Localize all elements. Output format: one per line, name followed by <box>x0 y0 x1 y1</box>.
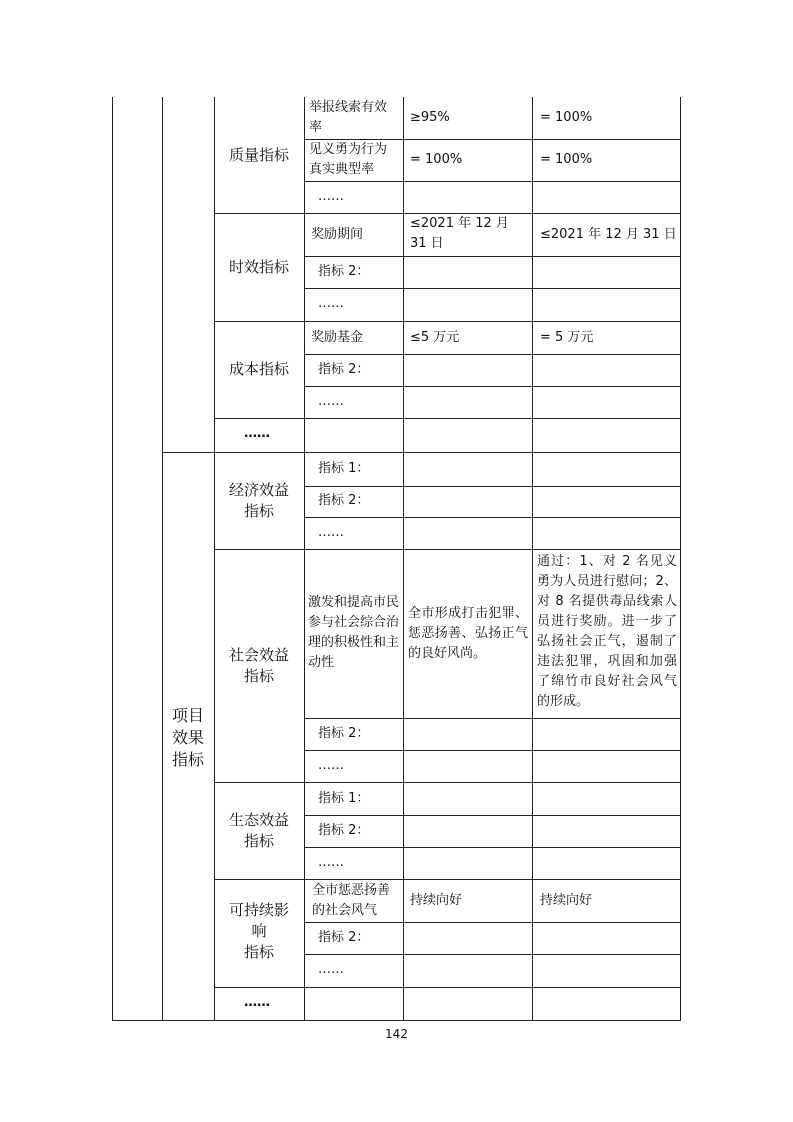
indicator-name: 指标 2： <box>318 726 370 741</box>
indicator-name: 指标 2： <box>318 362 370 377</box>
target-value: 全市形成打击犯罪、惩恶扬善、弘扬正气的良好风尚。 <box>408 606 528 661</box>
indicator-name: 指标 2： <box>318 823 370 838</box>
indicator-name: 见义勇为行为真实典型率 <box>309 142 388 177</box>
table-border <box>304 718 680 719</box>
table-border <box>304 181 680 182</box>
target-value: ≥95% <box>410 110 450 125</box>
indicator-name: 奖励基金 <box>311 330 364 345</box>
indicator-name: …… <box>318 525 344 540</box>
indicator-name: 奖励期间 <box>311 227 364 242</box>
indicator-name: …… <box>318 189 344 204</box>
target-value: ≤5 万元 <box>410 330 460 345</box>
category-economic: 经济效益 指标 <box>228 481 289 520</box>
indicator-name: …… <box>318 855 344 870</box>
table-border <box>214 97 215 1021</box>
indicator-name: …… <box>318 296 344 311</box>
indicator-name: 全市惩恶扬善的社会风气 <box>312 883 391 918</box>
more-rows-ellipsis: …… <box>244 426 270 441</box>
table-border <box>304 486 680 487</box>
table-border <box>162 97 163 1021</box>
indicator-name: …… <box>318 962 344 977</box>
category-quality: 质量指标 <box>228 146 289 164</box>
table-border <box>214 418 680 419</box>
indicator-name: 激发和提高市民参与社会综合治理的积极性和主动性 <box>308 595 400 670</box>
target-value: = 100% <box>410 152 463 167</box>
section-effect-label: 项目 效果 指标 <box>171 706 204 769</box>
actual-value: 通过：1、对 2 名见义勇为人员进行慰问；2、对 8 名提供毒品线索人员进行奖励。进一步了弘扬社会正气，遏制了违法犯罪，巩固和加强了绵竹市良好社会风气的形成。 <box>537 554 677 709</box>
page-number: 142 <box>385 1027 408 1041</box>
table-border <box>214 782 680 783</box>
table-border <box>162 452 680 453</box>
table-border <box>214 321 680 322</box>
table-border <box>304 288 680 289</box>
table-border <box>214 549 680 550</box>
more-rows-ellipsis: …… <box>244 995 270 1010</box>
table-border <box>304 386 680 387</box>
table-border <box>304 97 305 1021</box>
table-border <box>304 847 680 848</box>
table-border <box>304 517 680 518</box>
indicator-name: …… <box>318 394 344 409</box>
indicator-name: …… <box>318 758 344 773</box>
indicator-name: 指标 1： <box>318 791 370 806</box>
indicator-name: 指标 1： <box>318 461 370 476</box>
table-border <box>304 954 680 955</box>
actual-value: = 100% <box>540 110 593 125</box>
table-border <box>532 97 533 1021</box>
indicator-name: 指标 2： <box>318 493 370 508</box>
target-value: 持续向好 <box>410 893 463 908</box>
table-border <box>304 256 680 257</box>
actual-value: = 100% <box>540 152 593 167</box>
table-border <box>112 1020 680 1021</box>
table-border <box>304 750 680 751</box>
category-sustainable: 可持续影 响 指标 <box>228 901 289 961</box>
table-border <box>304 354 680 355</box>
category-ecological: 生态效益 指标 <box>228 811 289 850</box>
table-border <box>112 97 113 1021</box>
indicator-name: 举报线索有效率 <box>309 100 388 135</box>
target-value: ≤2021 年 12 月 31 日 <box>410 216 509 251</box>
category-social: 社会效益 指标 <box>228 646 289 685</box>
table-border <box>403 97 404 1021</box>
table-border <box>680 97 681 1021</box>
indicator-name: 指标 2： <box>318 264 370 279</box>
category-cost: 成本指标 <box>228 360 289 378</box>
table-border <box>304 815 680 816</box>
table-border <box>214 879 680 880</box>
table-border <box>214 987 680 988</box>
table-border <box>304 922 680 923</box>
category-timeliness: 时效指标 <box>228 258 289 276</box>
actual-value: = 5 万元 <box>540 330 594 345</box>
actual-value: 持续向好 <box>540 893 593 908</box>
actual-value: ≤2021 年 12 月 31 日 <box>540 227 677 242</box>
indicator-name: 指标 2： <box>318 930 370 945</box>
